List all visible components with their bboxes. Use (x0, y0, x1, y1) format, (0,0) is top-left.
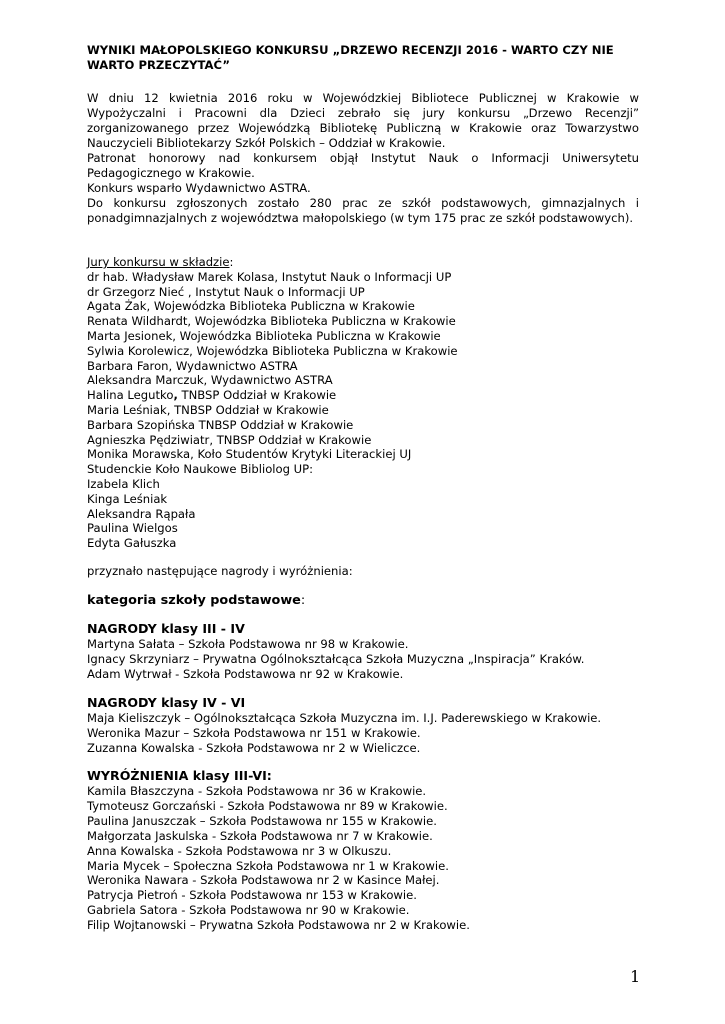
jury-member: dr Grzegorz Nieć , Instytut Nauk o Informacji UP (87, 284, 365, 299)
list-item: Kamila Błaszczyna - Szkoła Podstawowa nr 36 w Krakowie. (87, 784, 427, 798)
list-item: Tymoteusz Gorczański - Szkoła Podstawowa nr 89 w Krakowie. (87, 798, 448, 813)
list-item: Maja Kieliszczyk – Ogólnokształcąca Szkoła Muzyczna im. I.J. Paderewskiego w Krakowie. (87, 711, 602, 725)
list-item: Weronika Mazur – Szkoła Podstawowa nr 151 w Krakowie. (87, 725, 421, 740)
intro-paragraph: W dniu 12 kwietnia 2016 roku w Wojewódzkiej Bibliotece Publicznej w Krakowie w Wypożyczalni i Pracowni dla Dzieci zebrało się jury konkursu „Drzewo Recenzji” zorganizowanego przez Wojewódzką Bibliotekę Publiczną w Krakowie oraz Towarzystwo Nauczycieli Bibliotekarzy Szkół Polskich – Oddział w Krakowie. (87, 91, 639, 150)
honors-section (87, 768, 470, 933)
list-item: Ignacy Skrzyniarz – Prywatna Ogólnokształcąca Szkoła Muzyczna „Inspiracja” Kraków. (87, 651, 585, 666)
list-item: Weronika Nawara - Szkoła Podstawowa nr 2 w Kasince Małej. (87, 873, 440, 888)
jury-member-affiliation: TNBSP Oddział w Krakowie (177, 388, 337, 403)
section-heading: NAGRODY klasy III - IV (87, 621, 245, 636)
jury-member: Agnieszka Pędziwiatr, TNBSP Oddział w Krakowie (87, 432, 372, 447)
jury-member: Aleksandra Marczuk, Wydawnictwo ASTRA (87, 373, 333, 388)
section-heading: WYRÓŻNIENIA klasy III-VI: (87, 768, 272, 783)
jury-heading-colon: : (229, 255, 234, 269)
list-item: Maria Mycek – Społeczna Szkoła Podstawowa nr 1 w Krakowie. (87, 858, 449, 873)
jury-member: Studenckie Koło Naukowe Bibliolog UP: (87, 462, 314, 477)
intro-paragraph: Do konkursu zgłoszonych zostało 280 prac ze szkół podstawowych, gimnazjalnych i ponadgimnazjalnych z województwa małopolskiego (w tym 175 prac ze szkół podstawowych). (87, 196, 639, 225)
jury-member: Renata Wildhardt, Wojewódzka Biblioteka Publiczna w Krakowie (87, 314, 456, 329)
jury-member: Edyta Gałuszka (87, 536, 177, 551)
jury-section (87, 255, 458, 551)
intro-paragraph: Patronat honorowy nad konkursem objął Instytut Nauk o Informacji Uniwersytetu Pedagogicznego w Krakowie. (87, 151, 639, 180)
jury-member: Marta Jesionek, Wojewódzka Biblioteka Publiczna w Krakowie (87, 328, 441, 343)
section-heading: NAGRODY klasy IV - VI (87, 695, 246, 710)
jury-member: Kinga Leśniak (87, 491, 168, 506)
jury-heading-line (87, 255, 458, 270)
jury-member: dr hab. Władysław Marek Kolasa, Instytut Nauk o Informacji UP (87, 269, 452, 284)
page-number: 1 (630, 967, 641, 986)
category-heading (87, 593, 305, 608)
list-item: Małgorzata Jaskulska - Szkoła Podstawowa nr 7 w Krakowie. (87, 828, 433, 843)
intro-section (87, 91, 639, 226)
section-list (87, 711, 601, 756)
prizes-section-2 (87, 695, 601, 756)
list-item: Anna Kowalska - Szkoła Podstawowa nr 3 w Olkuszu. (87, 843, 392, 858)
jury-member: Barbara Faron, Wydawnictwo ASTRA (87, 358, 298, 373)
jury-member (87, 388, 458, 403)
list-item: Patrycja Pietroń - Szkoła Podstawowa nr 153 w Krakowie. (87, 888, 417, 903)
jury-member: Aleksandra Rąpała (87, 506, 196, 521)
prizes-section-1 (87, 621, 584, 682)
list-item: Adam Wytrwał - Szkoła Podstawowa nr 92 w Krakowie. (87, 666, 404, 681)
intro-paragraph: Konkurs wsparło Wydawnictwo ASTRA. (87, 181, 311, 195)
category-colon: : (300, 593, 306, 608)
jury-member: Maria Leśniak, TNBSP Oddział w Krakowie (87, 402, 329, 417)
jury-member: Barbara Szopińska TNBSP Oddział w Krakowie (87, 417, 354, 432)
awarded-text: przyznało następujące nagrody i wyróżnienia: (87, 564, 353, 578)
jury-member: Agata Żak, Wojewódzka Biblioteka Publiczna w Krakowie (87, 299, 415, 314)
list-item: Zuzanna Kowalska - Szkoła Podstawowa nr 2 w Wieliczce. (87, 740, 421, 755)
list-item: Gabriela Satora - Szkoła Podstawowa nr 90 w Krakowie. (87, 903, 410, 918)
jury-member: Izabela Klich (87, 476, 160, 491)
jury-member: Sylwia Korolewicz, Wojewódzka Biblioteka Publiczna w Krakowie (87, 343, 458, 358)
jury-member-name: Halina Legutko (87, 388, 174, 403)
jury-member: Paulina Wielgos (87, 521, 178, 536)
section-list (87, 637, 584, 682)
list-item: Paulina Januszczak – Szkoła Podstawowa nr 155 w Krakowie. (87, 813, 437, 828)
section-list (87, 784, 470, 933)
list-item: Filip Wojtanowski – Prywatna Szkoła Podstawowa nr 2 w Krakowie. (87, 918, 470, 933)
category-label: kategoria szkoły podstawowe (87, 593, 301, 608)
document-title: WYNIKI MAŁOPOLSKIEGO KONKURSU „DRZEWO RECENZJI 2016 - WARTO CZY NIE WARTO PRZECZYTAĆ” (87, 43, 614, 72)
jury-member-comma: , (173, 388, 178, 403)
jury-heading: Jury konkursu w składzie (87, 255, 230, 269)
jury-member: Monika Morawska, Koło Studentów Krytyki Literackiej UJ (87, 447, 412, 462)
list-item: Martyna Sałata – Szkoła Podstawowa nr 98 w Krakowie. (87, 637, 409, 651)
